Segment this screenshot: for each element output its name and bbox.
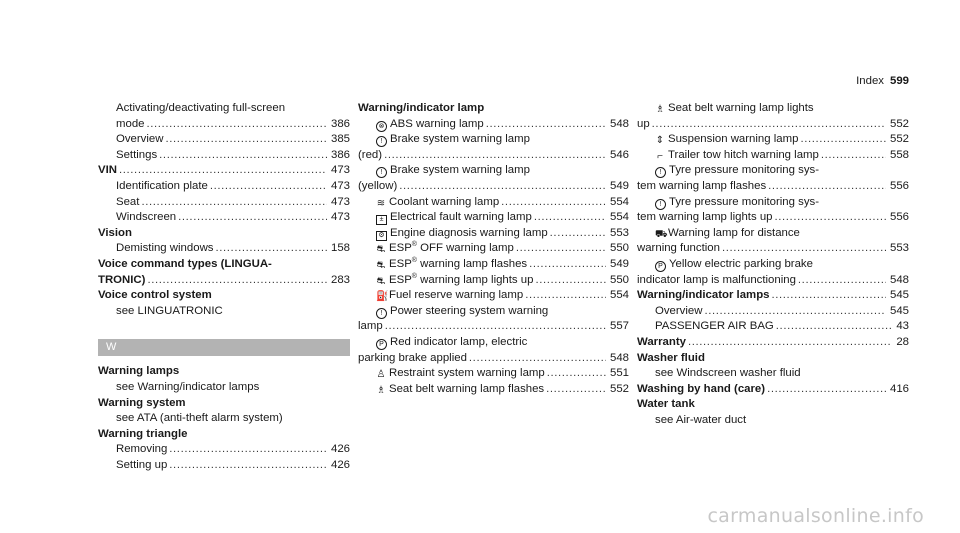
index-entry[interactable]: ♗ Seat belt warning lamp flashes ..... 552 xyxy=(358,382,629,398)
trailer-hitch-icon: ⌐ xyxy=(657,150,663,162)
index-entry[interactable]: Overview ..... 545 xyxy=(637,304,909,320)
leader-dots xyxy=(525,288,606,304)
leader-dots xyxy=(768,179,886,195)
fuel-pump-icon: ⛽ xyxy=(376,291,389,303)
page-ref: 283 xyxy=(330,273,350,286)
airbag-icon: ♙ xyxy=(376,369,386,381)
page-ref: 473 xyxy=(330,211,350,224)
brake-warning-icon: ! xyxy=(376,136,387,147)
index-entry-text: ⛟Warning lamp for distance xyxy=(655,226,800,240)
see-reference[interactable]: see LINGUATRONIC xyxy=(116,304,223,317)
index-entry[interactable]: ± Electrical fault warning lamp ..... 554 xyxy=(358,210,629,226)
index-heading: Vision xyxy=(98,226,132,239)
page-ref: 549 xyxy=(609,257,629,270)
page-ref: 386 xyxy=(330,148,350,161)
leader-dots xyxy=(147,273,327,289)
index-entry[interactable]: ⛐ ESP® OFF warning lamp ..... 550 xyxy=(358,241,629,257)
leader-dots xyxy=(546,382,606,398)
page-ref: 552 xyxy=(889,133,909,146)
index-entry[interactable]: Warranty ..... 28 xyxy=(637,335,909,351)
leader-dots xyxy=(169,458,327,474)
page-ref: 557 xyxy=(609,320,629,333)
see-reference[interactable]: see ATA (anti-theft alarm system) xyxy=(116,412,283,425)
index-entry[interactable]: Identification plate ..... 473 xyxy=(98,179,350,195)
leader-dots xyxy=(775,210,886,226)
index-entry[interactable]: (yellow) ..... 549 xyxy=(358,179,629,195)
page-ref: 386 xyxy=(330,117,350,130)
leader-dots xyxy=(178,210,327,226)
index-entry-text: P Yellow electric parking brake xyxy=(637,257,909,273)
leader-dots xyxy=(776,319,893,335)
index-heading: Warning system xyxy=(98,396,186,409)
page-ref: 473 xyxy=(330,179,350,192)
steering-wheel-icon: ! xyxy=(376,308,387,319)
page-ref: 554 xyxy=(609,195,629,208)
index-entry[interactable]: ⊗ ABS warning lamp ..... 548 xyxy=(358,117,629,133)
header-title: Index xyxy=(856,75,884,87)
leader-dots xyxy=(550,226,606,242)
page-ref: 548 xyxy=(609,117,629,130)
leader-dots xyxy=(722,241,886,257)
index-entry[interactable]: Setting up ..... 426 xyxy=(98,458,350,474)
page-header xyxy=(856,74,909,90)
index-entry[interactable]: Overview ..... 385 xyxy=(98,132,350,148)
see-reference[interactable]: see Warning/indicator lamps xyxy=(116,380,260,393)
index-heading: Voice control system xyxy=(98,289,212,302)
index-entry-text: ! Brake system warning lamp xyxy=(358,163,629,179)
index-entry[interactable]: PASSENGER AIR BAG ..... 43 xyxy=(637,319,909,335)
leader-dots xyxy=(529,257,606,273)
index-entry[interactable]: tem warning lamp flashes ..... 556 xyxy=(637,179,909,195)
page-number: 599 xyxy=(889,75,909,87)
index-entry[interactable]: ⚙ Engine diagnosis warning lamp ..... 553 xyxy=(358,226,629,242)
page-ref: 552 xyxy=(609,382,629,395)
page-ref: 43 xyxy=(896,320,909,333)
index-entry[interactable]: warning function ..... 553 xyxy=(637,241,909,257)
index-heading: Warning/indicator lamp xyxy=(358,102,485,114)
page-ref: 550 xyxy=(609,273,629,286)
index-entry[interactable]: Washing by hand (care) ..... 416 xyxy=(637,382,909,398)
index-entry[interactable]: ≋ Coolant warning lamp ..... 554 xyxy=(358,195,629,211)
leader-dots xyxy=(147,117,327,133)
index-entry[interactable]: ⛐ ESP® warning lamp flashes ..... 549 xyxy=(358,257,629,273)
leader-dots xyxy=(821,148,886,164)
leader-dots xyxy=(547,366,606,382)
esp-icon: ⛐ xyxy=(376,275,386,287)
index-entry[interactable]: parking brake applied ..... 548 xyxy=(358,351,629,367)
page-ref: 554 xyxy=(609,289,629,302)
leader-dots xyxy=(119,163,327,179)
parking-brake-icon: P xyxy=(376,339,387,350)
distance-warning-icon: ⛟ xyxy=(655,228,668,240)
leader-dots xyxy=(771,288,886,304)
index-entry[interactable]: mode ..... 386 xyxy=(98,117,350,133)
page-ref: 553 xyxy=(609,226,629,239)
section-letter-bar: W xyxy=(98,339,350,356)
leader-dots xyxy=(169,442,327,458)
index-entry-text: ! Tyre pressure monitoring sys- xyxy=(637,163,909,179)
watermark: carmanualsonline.info xyxy=(707,505,924,528)
page-ref: 473 xyxy=(330,164,350,177)
index-entry[interactable]: Removing ..... 426 xyxy=(98,442,350,458)
index-entry-text: ! Brake system warning lamp xyxy=(358,132,629,148)
index-entry[interactable]: Warning/indicator lamps ..... 545 xyxy=(637,288,909,304)
index-entry-text: ♗ Seat belt warning lamp lights xyxy=(655,102,814,115)
leader-dots xyxy=(688,335,892,351)
index-entry[interactable]: up ..... 552 xyxy=(637,117,909,133)
abs-warning-icon: ⊗ xyxy=(376,121,387,132)
index-entry[interactable]: ⛽Fuel reserve warning lamp ..... 554 xyxy=(358,288,629,304)
index-entry[interactable]: TRONIC) ..... 283 xyxy=(98,273,350,289)
leader-dots xyxy=(210,179,327,195)
engine-icon: ⚙ xyxy=(376,231,387,241)
leader-dots xyxy=(516,241,606,257)
leader-dots xyxy=(141,195,327,211)
page-ref: 558 xyxy=(889,148,909,161)
leader-dots xyxy=(652,117,886,133)
page-ref: 553 xyxy=(889,242,909,255)
index-heading: Warning triangle xyxy=(98,427,188,440)
index-column-3 xyxy=(637,101,909,428)
seatbelt-icon: ♗ xyxy=(655,104,665,115)
tyre-pressure-icon: ! xyxy=(655,167,666,178)
index-entry-text: Activating/deactivating full-screen xyxy=(116,102,286,114)
leader-dots xyxy=(385,319,606,335)
page-ref: 552 xyxy=(889,117,909,130)
page-ref: 416 xyxy=(889,382,909,395)
coolant-icon: ≋ xyxy=(376,197,386,209)
leader-dots xyxy=(399,179,606,195)
index-entry[interactable]: Seat ..... 473 xyxy=(98,195,350,211)
leader-dots xyxy=(486,117,606,133)
index-entry[interactable]: lamp ..... 557 xyxy=(358,319,629,335)
suspension-icon: ⇕ xyxy=(655,135,665,147)
page-ref: 551 xyxy=(609,367,629,380)
leader-dots xyxy=(165,132,327,148)
leader-dots xyxy=(767,382,886,398)
seatbelt-icon: ♗ xyxy=(376,384,386,396)
index-entry-text: P Red indicator lamp, electric xyxy=(358,335,629,351)
index-heading: Water tank xyxy=(637,398,695,411)
page-ref: 549 xyxy=(609,179,629,192)
see-reference[interactable]: see Windscreen washer fluid xyxy=(655,367,801,380)
leader-dots xyxy=(501,195,606,211)
index-entry[interactable]: ♙ Restraint system warning lamp ..... 551 xyxy=(358,366,629,382)
page-ref: 545 xyxy=(889,304,909,317)
index-entry[interactable]: Settings ..... 386 xyxy=(98,148,350,164)
index-column-2 xyxy=(358,101,629,397)
index-entry[interactable]: indicator lamp is malfunctioning ..... 548 xyxy=(637,273,909,289)
leader-dots xyxy=(800,132,886,148)
page-ref: 158 xyxy=(330,242,350,255)
page-ref: 426 xyxy=(330,458,350,471)
index-entry-text: ! Power steering system warning xyxy=(358,304,629,320)
page-ref: 550 xyxy=(609,242,629,255)
index-entry[interactable]: tem warning lamp lights up ..... 556 xyxy=(637,210,909,226)
page-ref: 546 xyxy=(609,148,629,161)
index-entry[interactable]: (red) ..... 546 xyxy=(358,148,629,164)
index-entry[interactable]: Windscreen ..... 473 xyxy=(98,210,350,226)
index-entry[interactable]: Demisting windows ..... 158 xyxy=(98,241,350,257)
page-ref: 473 xyxy=(330,195,350,208)
battery-icon: ± xyxy=(376,215,387,225)
parking-brake-icon: P xyxy=(655,261,666,272)
leader-dots xyxy=(384,148,606,164)
index-entry[interactable]: ⌐ Trailer tow hitch warning lamp ..... 558 xyxy=(637,148,909,164)
page-ref: 385 xyxy=(330,133,350,146)
leader-dots xyxy=(216,241,327,257)
leader-dots xyxy=(798,273,886,289)
index-heading: Washer fluid xyxy=(637,351,705,364)
leader-dots xyxy=(535,273,606,289)
page-ref: 554 xyxy=(609,211,629,224)
page-ref: 426 xyxy=(330,443,350,456)
leader-dots xyxy=(534,210,606,226)
page-ref: 556 xyxy=(889,179,909,192)
index-entry[interactable]: VIN ..... 473 xyxy=(98,163,350,179)
brake-warning-icon: ! xyxy=(376,167,387,178)
leader-dots xyxy=(159,148,327,164)
page-ref: 548 xyxy=(889,273,909,286)
index-entry-text: ! Tyre pressure monitoring sys- xyxy=(637,195,909,211)
esp-icon: ⛐ xyxy=(376,259,386,271)
see-reference[interactable]: see Air-water duct xyxy=(655,413,747,426)
tyre-pressure-icon: ! xyxy=(655,199,666,210)
page-ref: 556 xyxy=(889,211,909,224)
index-heading: Warning lamps xyxy=(98,365,180,378)
page-ref: 28 xyxy=(896,335,909,348)
index-entry[interactable]: ⛐ ESP® warning lamp lights up ..... 550 xyxy=(358,273,629,289)
index-entry[interactable]: ⇕ Suspension warning lamp ..... 552 xyxy=(637,132,909,148)
page-ref: 545 xyxy=(889,289,909,302)
leader-dots xyxy=(704,304,886,320)
index-column-1 xyxy=(98,101,350,473)
leader-dots xyxy=(469,351,606,367)
page-ref: 548 xyxy=(609,351,629,364)
esp-off-icon: ⛐ xyxy=(376,244,386,256)
index-heading: Voice command types (LINGUA- xyxy=(98,257,272,270)
